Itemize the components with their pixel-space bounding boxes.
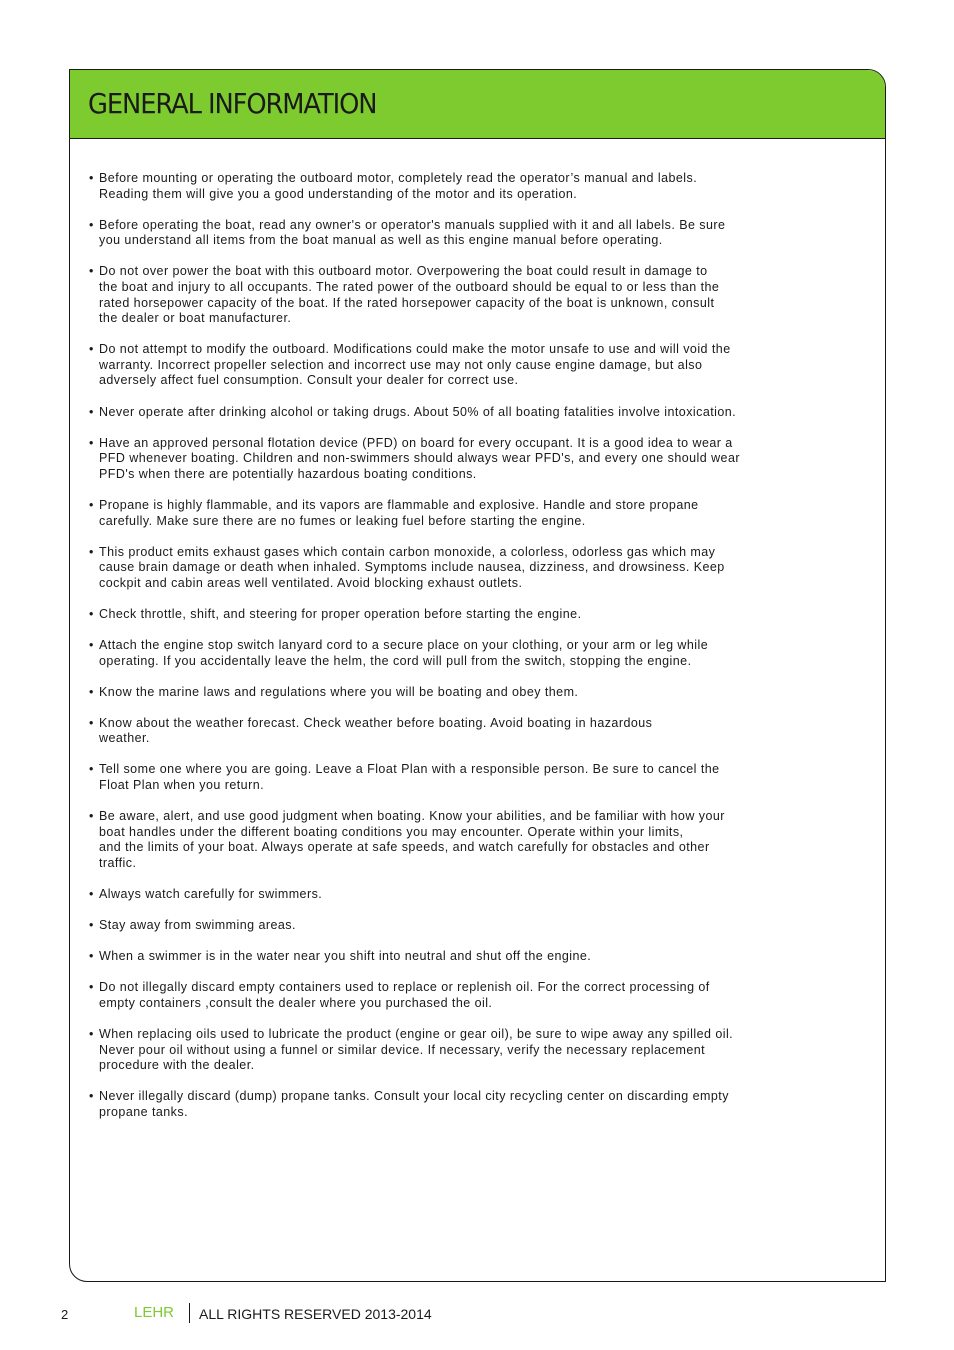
bullet-dot: •: [89, 980, 94, 995]
bullet-dot: •: [89, 1026, 94, 1041]
bullet-text: This product emits exhaust gases which contain carbon monoxide, a colorless, odorless gas which may cause brain damage or death when inhaled. Symptoms include nausea, dizziness, and drowsiness. Keep cockpit and cabin areas well ventilated. Avoid blocking exhaust outlets.: [99, 544, 725, 590]
bullet-dot: •: [89, 1089, 94, 1104]
list-item: [89, 264, 879, 326]
page-footer: [0, 1303, 954, 1325]
bullet-dot: •: [89, 544, 94, 559]
bullet-dot: •: [89, 171, 94, 185]
list-item: [89, 716, 879, 747]
list-item: [89, 809, 879, 871]
bullet-text: Tell some one where you are going. Leave a Float Plan with a responsible person. Be sure to cancel the Float Plan when you return.: [99, 762, 720, 793]
bullet-dot: •: [89, 264, 94, 279]
bullet-text: Stay away from swimming areas.: [99, 918, 296, 933]
bullet-dot: •: [89, 606, 94, 621]
content-panel: [69, 69, 886, 1282]
bullet-text: Check throttle, shift, and steering for proper operation before starting the engine.: [99, 606, 582, 621]
footer-divider: [189, 1303, 190, 1323]
bullet-dot: •: [89, 342, 94, 357]
bullet-dot: •: [89, 762, 94, 777]
bullet-text: Never operate after drinking alcohol or taking drugs. About 50% of all boating fatalities involve intoxication.: [99, 404, 737, 419]
bullet-text: Before mounting or operating the outboard motor, completely read the operator’s manual and labels. Reading them will give you a good understanding of the motor and its operation.: [99, 171, 698, 201]
bullet-dot: •: [89, 497, 94, 512]
bullet-text: Have an approved personal flotation device (PFD) on board for every occupant. It is a good idea to wear a PFD whenever boating. Children and non-swimmers should always wear PFD's, and every one should wear PFD's when there are potentially hazardous boating conditions.: [99, 435, 740, 481]
copyright-notice: ALL RIGHTS RESERVED 2013-2014: [199, 1306, 432, 1322]
list-item: [89, 949, 879, 965]
bullet-dot: •: [89, 918, 94, 933]
bullet-text: When replacing oils used to lubricate the product (engine or gear oil), be sure to wipe away any spilled oil. Never pour oil without using a funnel or similar device. If necessary, verify the necessary replacement procedure with the dealer.: [99, 1026, 734, 1073]
bullet-text: Do not attempt to modify the outboard. Modifications could make the motor unsafe to use and will void the warranty. Incorrect propeller selection and incorrect use may not only cause engine damage, but also adversely affect fuel consumption. Consult your dealer for correct use.: [99, 342, 731, 388]
list-item: [89, 498, 879, 529]
safety-bullet-list: [89, 171, 879, 1136]
page-title: GENERAL INFORMATION: [88, 87, 377, 120]
bullet-text: Know about the weather forecast. Check weather before boating. Avoid boating in hazardous weather.: [99, 715, 653, 746]
bullet-text: Do not over power the boat with this outboard motor. Overpowering the boat could result in damage to the boat and injury to all occupants. The rated power of the outboard should be equal to or less than the rated horsepower capacity of the boat. If the rated horsepower capacity of the boat is unknown, consult the dealer or boat manufacturer.: [99, 264, 720, 326]
list-item: [89, 607, 879, 623]
list-item: [89, 685, 879, 701]
bullet-dot: •: [89, 637, 94, 652]
bullet-dot: •: [89, 684, 94, 699]
bullet-text: When a swimmer is in the water near you shift into neutral and shut off the engine.: [99, 949, 592, 964]
list-item: [89, 918, 879, 934]
page-number: 2: [61, 1307, 69, 1322]
list-item: [89, 887, 879, 903]
bullet-dot: •: [89, 949, 94, 964]
bullet-text: Before operating the boat, read any owner's or operator's manuals supplied with it and all labels. Be sure you understand all items from the boat manual as well as this engine manual before operating.: [99, 217, 726, 248]
list-item: [89, 638, 879, 669]
list-item: [89, 218, 879, 249]
bullet-dot: •: [89, 715, 94, 730]
bullet-dot: •: [89, 809, 94, 824]
list-item: [89, 1089, 879, 1120]
bullet-dot: •: [89, 217, 94, 232]
list-item: [89, 1027, 879, 1074]
list-item: [89, 436, 879, 483]
brand-name: LEHR: [134, 1304, 175, 1321]
bullet-text: Propane is highly flammable, and its vapors are flammable and explosive. Handle and store propane carefully. Make sure there are no fumes or leaking fuel before starting the engine.: [99, 497, 699, 528]
bullet-dot: •: [89, 887, 94, 901]
list-item: [89, 545, 879, 592]
list-item: [89, 405, 879, 421]
bullet-text: Always watch carefully for swimmers.: [99, 887, 323, 901]
bullet-text: Attach the engine stop switch lanyard cord to a secure place on your clothing, or your arm or leg while operating. If you accidentally leave the helm, the cord will pull from the switch, stopping the engine.: [99, 637, 709, 668]
bullet-text: Never illegally discard (dump) propane tanks. Consult your local city recycling center on discarding empty propane tanks.: [99, 1089, 729, 1119]
bullet-text: Know the marine laws and regulations where you will be boating and obey them.: [99, 684, 579, 699]
list-item: [89, 762, 879, 793]
bullet-dot: •: [89, 404, 94, 419]
bullet-text: Be aware, alert, and use good judgment when boating. Know your abilities, and be familiar with how your boat handles under the different boating conditions you may encounter. Operate within your limits, and the limits of your boat. Always operate at safe speeds, and watch carefully for obstacles and other traffic.: [99, 809, 725, 870]
bullet-text: Do not illegally discard empty containers used to replace or replenish oil. For the correct processing of empty containers ,consult the dealer where you purchased the oil.: [99, 980, 710, 1010]
bullet-dot: •: [89, 435, 94, 450]
list-item: [89, 342, 879, 389]
list-item: [89, 980, 879, 1011]
section-header: [70, 70, 885, 139]
list-item: [89, 171, 879, 202]
